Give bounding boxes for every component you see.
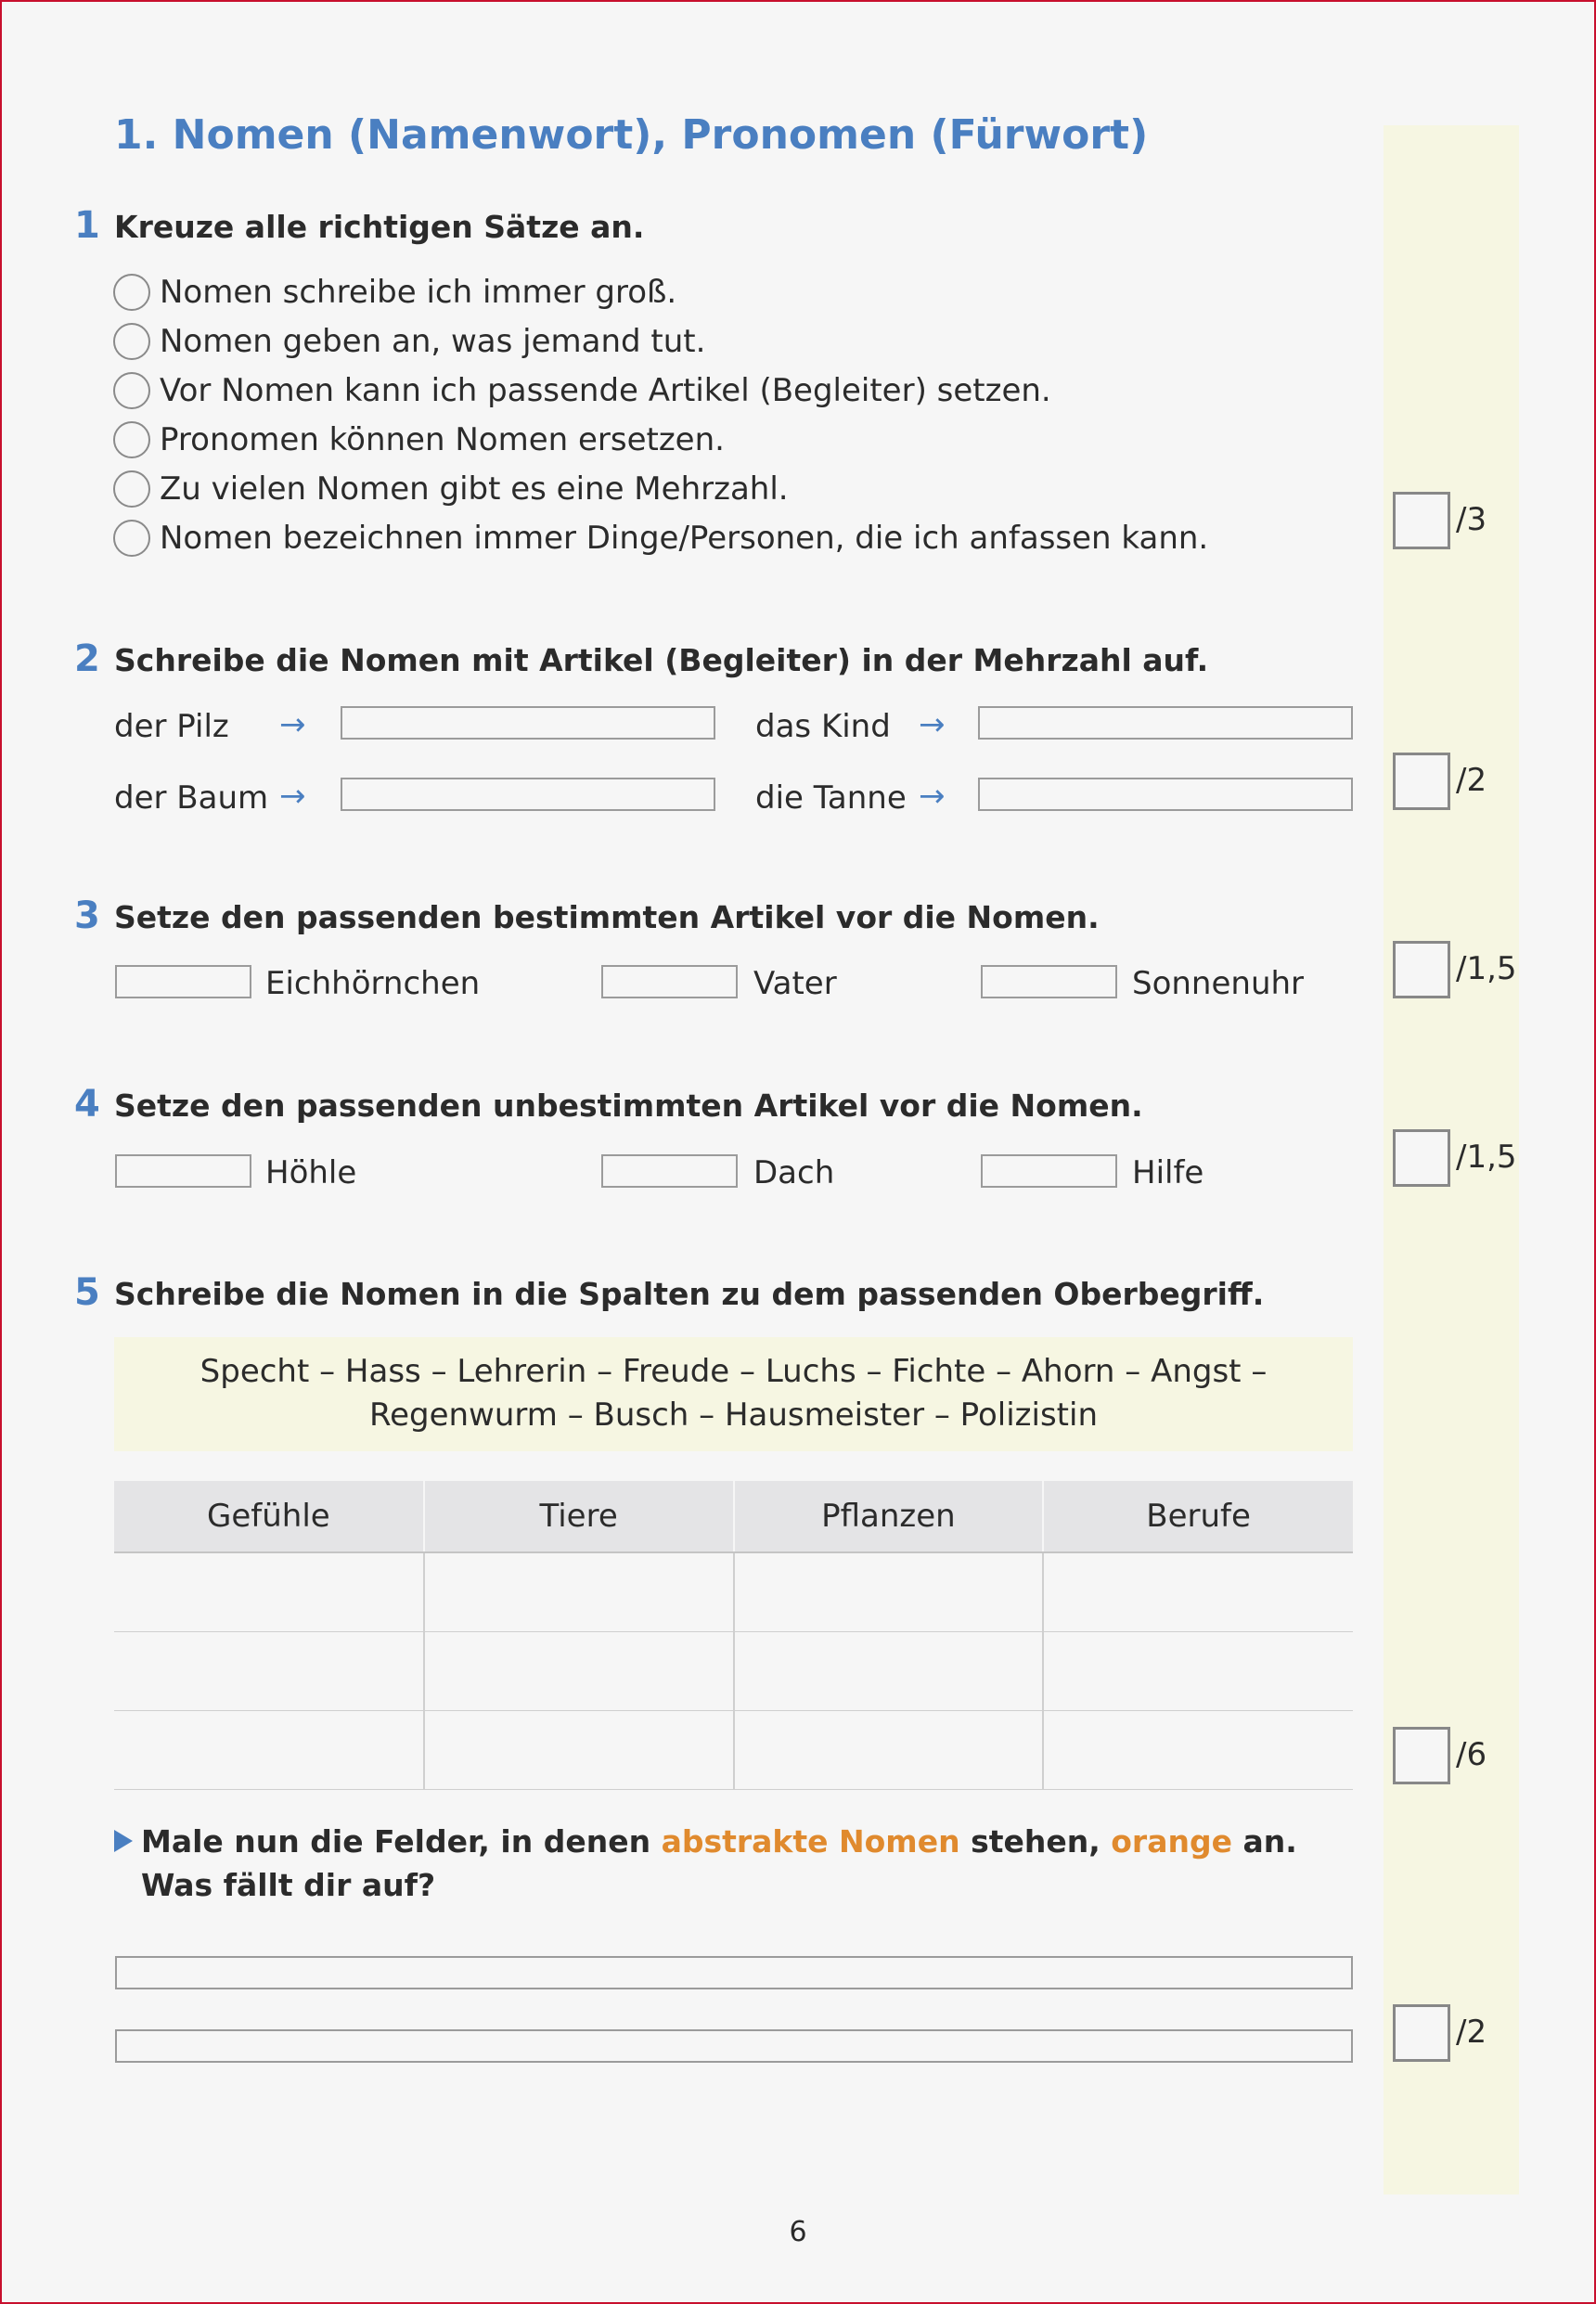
table-cell[interactable] — [1043, 1552, 1353, 1632]
word-label: Vater — [753, 965, 837, 1002]
answer-field[interactable] — [978, 778, 1353, 811]
checkbox-option[interactable] — [113, 517, 1208, 560]
table-cell[interactable] — [424, 1552, 734, 1632]
word-bank — [114, 1337, 1353, 1451]
score-points: /3 — [1456, 501, 1487, 538]
option-label: Pronomen können Nomen ersetzen. — [160, 421, 725, 458]
table-cell[interactable] — [734, 1632, 1044, 1711]
answer-field[interactable] — [341, 706, 715, 740]
arrow-right-icon: → — [279, 706, 306, 743]
followup-highlight: orange — [1111, 1823, 1232, 1860]
checkbox-option[interactable] — [113, 271, 676, 314]
score-box[interactable] — [1393, 492, 1450, 549]
column-header: Pflanzen — [734, 1481, 1044, 1552]
score-box[interactable] — [1393, 941, 1450, 998]
table-row — [114, 1552, 1353, 1632]
score-points: /2 — [1456, 762, 1487, 799]
radio-circle-icon[interactable] — [113, 470, 150, 508]
table-cell[interactable] — [424, 1711, 734, 1790]
followup-text: stehen, — [959, 1823, 1112, 1860]
table-cell[interactable] — [734, 1552, 1044, 1632]
option-label: Nomen schreibe ich immer groß. — [160, 274, 677, 311]
answer-line[interactable] — [115, 1956, 1353, 1989]
article-field[interactable] — [981, 965, 1117, 998]
task-number: 4 — [74, 1083, 100, 1126]
arrow-right-icon: → — [279, 778, 306, 815]
word-label: Höhle — [265, 1154, 357, 1191]
table-cell[interactable] — [424, 1632, 734, 1711]
checkbox-option[interactable] — [113, 468, 789, 510]
table-row — [114, 1711, 1353, 1790]
arrow-right-icon: → — [919, 778, 946, 815]
article-field[interactable] — [601, 965, 738, 998]
option-label: Nomen geben an, was jemand tut. — [160, 323, 706, 360]
column-header: Tiere — [424, 1481, 734, 1552]
followup-instruction — [141, 1823, 1297, 1860]
answer-field[interactable] — [341, 778, 715, 811]
task-number: 1 — [74, 204, 100, 247]
article-field[interactable] — [981, 1154, 1117, 1188]
score-points: /6 — [1456, 1736, 1487, 1773]
score-box[interactable] — [1393, 753, 1450, 810]
followup-highlight: abstrakte Nomen — [661, 1823, 960, 1860]
radio-circle-icon[interactable] — [113, 274, 150, 311]
triangle-bullet-icon — [114, 1830, 133, 1852]
column-header: Berufe — [1043, 1481, 1353, 1552]
checkbox-option[interactable] — [113, 369, 1051, 412]
radio-circle-icon[interactable] — [113, 520, 150, 557]
checkbox-option[interactable] — [113, 418, 725, 461]
article-field[interactable] — [115, 965, 251, 998]
score-points: /1,5 — [1456, 1139, 1517, 1176]
article-field[interactable] — [115, 1154, 251, 1188]
page-number: 6 — [789, 2216, 807, 2248]
task-number: 3 — [74, 895, 100, 937]
checkbox-option[interactable] — [113, 320, 705, 363]
task-instruction: Schreibe die Nomen in die Spalten zu dem passenden Oberbegriff. — [114, 1276, 1265, 1312]
word-label: das Kind — [755, 708, 891, 745]
word-label: die Tanne — [755, 779, 907, 817]
answer-field[interactable] — [978, 706, 1353, 740]
option-label: Zu vielen Nomen gibt es eine Mehrzahl. — [160, 470, 789, 508]
score-points: /2 — [1456, 2014, 1487, 2051]
table-cell[interactable] — [1043, 1632, 1353, 1711]
task-instruction: Schreibe die Nomen mit Artikel (Begleiter) in der Mehrzahl auf. — [114, 642, 1209, 678]
table-cell[interactable] — [114, 1632, 424, 1711]
word-label: Sonnenuhr — [1132, 965, 1305, 1002]
task-instruction: Setze den passenden bestimmten Artikel vor die Nomen. — [114, 899, 1100, 935]
table-cell[interactable] — [1043, 1711, 1353, 1790]
page-title: 1. Nomen (Namenwort), Pronomen (Fürwort) — [114, 111, 1149, 159]
task-number: 5 — [74, 1271, 100, 1314]
followup-text: Male nun die Felder, in denen — [141, 1823, 662, 1860]
article-field[interactable] — [601, 1154, 738, 1188]
score-box[interactable] — [1393, 1129, 1450, 1187]
word-label: der Pilz — [114, 708, 229, 745]
word-label: der Baum — [114, 779, 269, 817]
table-cell[interactable] — [734, 1711, 1044, 1790]
sorting-table — [114, 1481, 1353, 1790]
score-box[interactable] — [1393, 1727, 1450, 1784]
followup-text: an. — [1231, 1823, 1297, 1860]
score-box[interactable] — [1393, 2004, 1450, 2062]
option-label: Nomen bezeichnen immer Dinge/Personen, die ich anfassen kann. — [160, 520, 1209, 557]
table-row — [114, 1632, 1353, 1711]
task-number: 2 — [74, 637, 100, 680]
table-cell[interactable] — [114, 1552, 424, 1632]
word-label: Dach — [753, 1154, 835, 1191]
radio-circle-icon[interactable] — [113, 421, 150, 458]
followup-question: Was fällt dir auf? — [141, 1867, 436, 1903]
word-bank-line: Specht – Hass – Lehrerin – Freude – Luchs – Fichte – Ahorn – Angst – — [200, 1353, 1268, 1390]
task-instruction: Kreuze alle richtigen Sätze an. — [114, 209, 645, 245]
score-points: /1,5 — [1456, 950, 1517, 987]
option-label: Vor Nomen kann ich passende Artikel (Begleiter) setzen. — [160, 372, 1051, 409]
answer-line[interactable] — [115, 2029, 1353, 2063]
word-label: Hilfe — [1132, 1154, 1204, 1191]
task-instruction: Setze den passenden unbestimmten Artikel vor die Nomen. — [114, 1088, 1143, 1124]
arrow-right-icon: → — [919, 706, 946, 743]
radio-circle-icon[interactable] — [113, 372, 150, 409]
table-cell[interactable] — [114, 1711, 424, 1790]
column-header: Gefühle — [114, 1481, 424, 1552]
radio-circle-icon[interactable] — [113, 323, 150, 360]
word-bank-line: Regenwurm – Busch – Hausmeister – Polizistin — [368, 1397, 1098, 1434]
word-label: Eichhörnchen — [265, 965, 481, 1002]
